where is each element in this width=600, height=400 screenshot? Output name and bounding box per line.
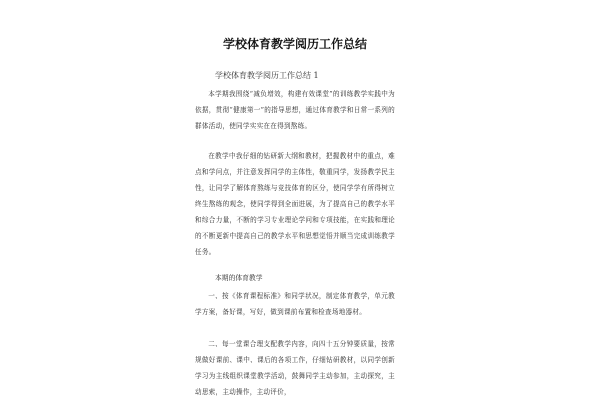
paragraph-4: 二、每一堂课合理支配教学内容，向四十五分钟要质量，按常规做好课前、课中、课后的各项工作，仔细钻研教材，以同学创新学习为主线组织课堂教学活动，鼓舞同学主动参加，主动探究，主动思索，主动操作，主动评价， bbox=[195, 340, 395, 396]
section-heading: 本期的体育教学 bbox=[215, 274, 263, 282]
document-subtitle: 学校体育教学阅历工作总结 1 bbox=[215, 71, 319, 80]
document-page bbox=[195, 30, 395, 400]
paragraph-1: 本学期我围绕“减负增效，构建有效课堂”的训练教学实践中为依据，贯彻“健康第一”的指导思想，通过体育教学和日常一系列的群体活动，使同学实实在在得到熬练。 bbox=[195, 90, 395, 130]
document-title: 学校体育教学阅历工作总结 bbox=[222, 37, 367, 51]
paragraph-2: 在教学中我仔细的钻研新大纲和教材，把握教材中的重点，难点和学问点，并注意发挥同学的主体性，敬重同学，发扬教学民主性，让同学了解体育熬练与竞技体育的区分，使同学学有所得树立终生熬练的观念，使同学得到全面进展，为了提高自己的教学水平和综合力量，不断的学习专业理论学问和专项技能，在实践和理论的不断更新中提高自己的教学水平和思想觉悟并顺当完成训练教学任务。 bbox=[195, 152, 395, 256]
paragraph-3: 一、按《体育课程标准》和同学状况，制定体育教学，单元教学方案，备好课，写好，做到课前布置和检查场地器材。 bbox=[195, 292, 395, 316]
